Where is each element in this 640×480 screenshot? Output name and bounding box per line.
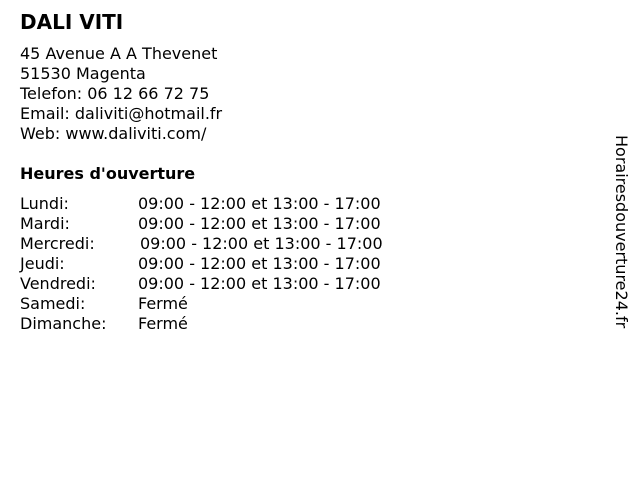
day-label: Dimanche: xyxy=(20,314,107,333)
opening-hours-heading: Heures d'ouverture xyxy=(20,164,196,183)
email-line: Email: daliviti@hotmail.fr xyxy=(20,104,223,123)
time-value: 09:00 - 12:00 et 13:00 - 17:00 xyxy=(138,194,381,213)
web-line: Web: www.daliviti.com/ xyxy=(20,124,207,143)
day-label: Mardi: xyxy=(20,214,70,233)
time-value: 09:00 - 12:00 et 13:00 - 17:00 xyxy=(138,254,381,273)
time-value: Fermé xyxy=(138,314,188,333)
phone-line: Telefon: 06 12 66 72 75 xyxy=(20,84,210,103)
time-value: 09:00 - 12:00 et 13:00 - 17:00 xyxy=(140,234,383,253)
time-value: 09:00 - 12:00 et 13:00 - 17:00 xyxy=(138,214,381,233)
day-label: Vendredi: xyxy=(20,274,96,293)
day-label: Mercredi: xyxy=(20,234,95,253)
business-name: DALI VITI xyxy=(20,10,124,34)
time-value: 09:00 - 12:00 et 13:00 - 17:00 xyxy=(138,274,381,293)
time-value: Fermé xyxy=(138,294,188,313)
site-watermark: Horairesdouverture24.fr xyxy=(612,135,631,329)
day-label: Jeudi: xyxy=(20,254,65,273)
day-label: Lundi: xyxy=(20,194,69,213)
address-line-street: 45 Avenue A A Thevenet xyxy=(20,44,218,63)
day-label: Samedi: xyxy=(20,294,86,313)
contact-block xyxy=(20,44,222,144)
address-line-city: 51530 Magenta xyxy=(20,64,146,83)
